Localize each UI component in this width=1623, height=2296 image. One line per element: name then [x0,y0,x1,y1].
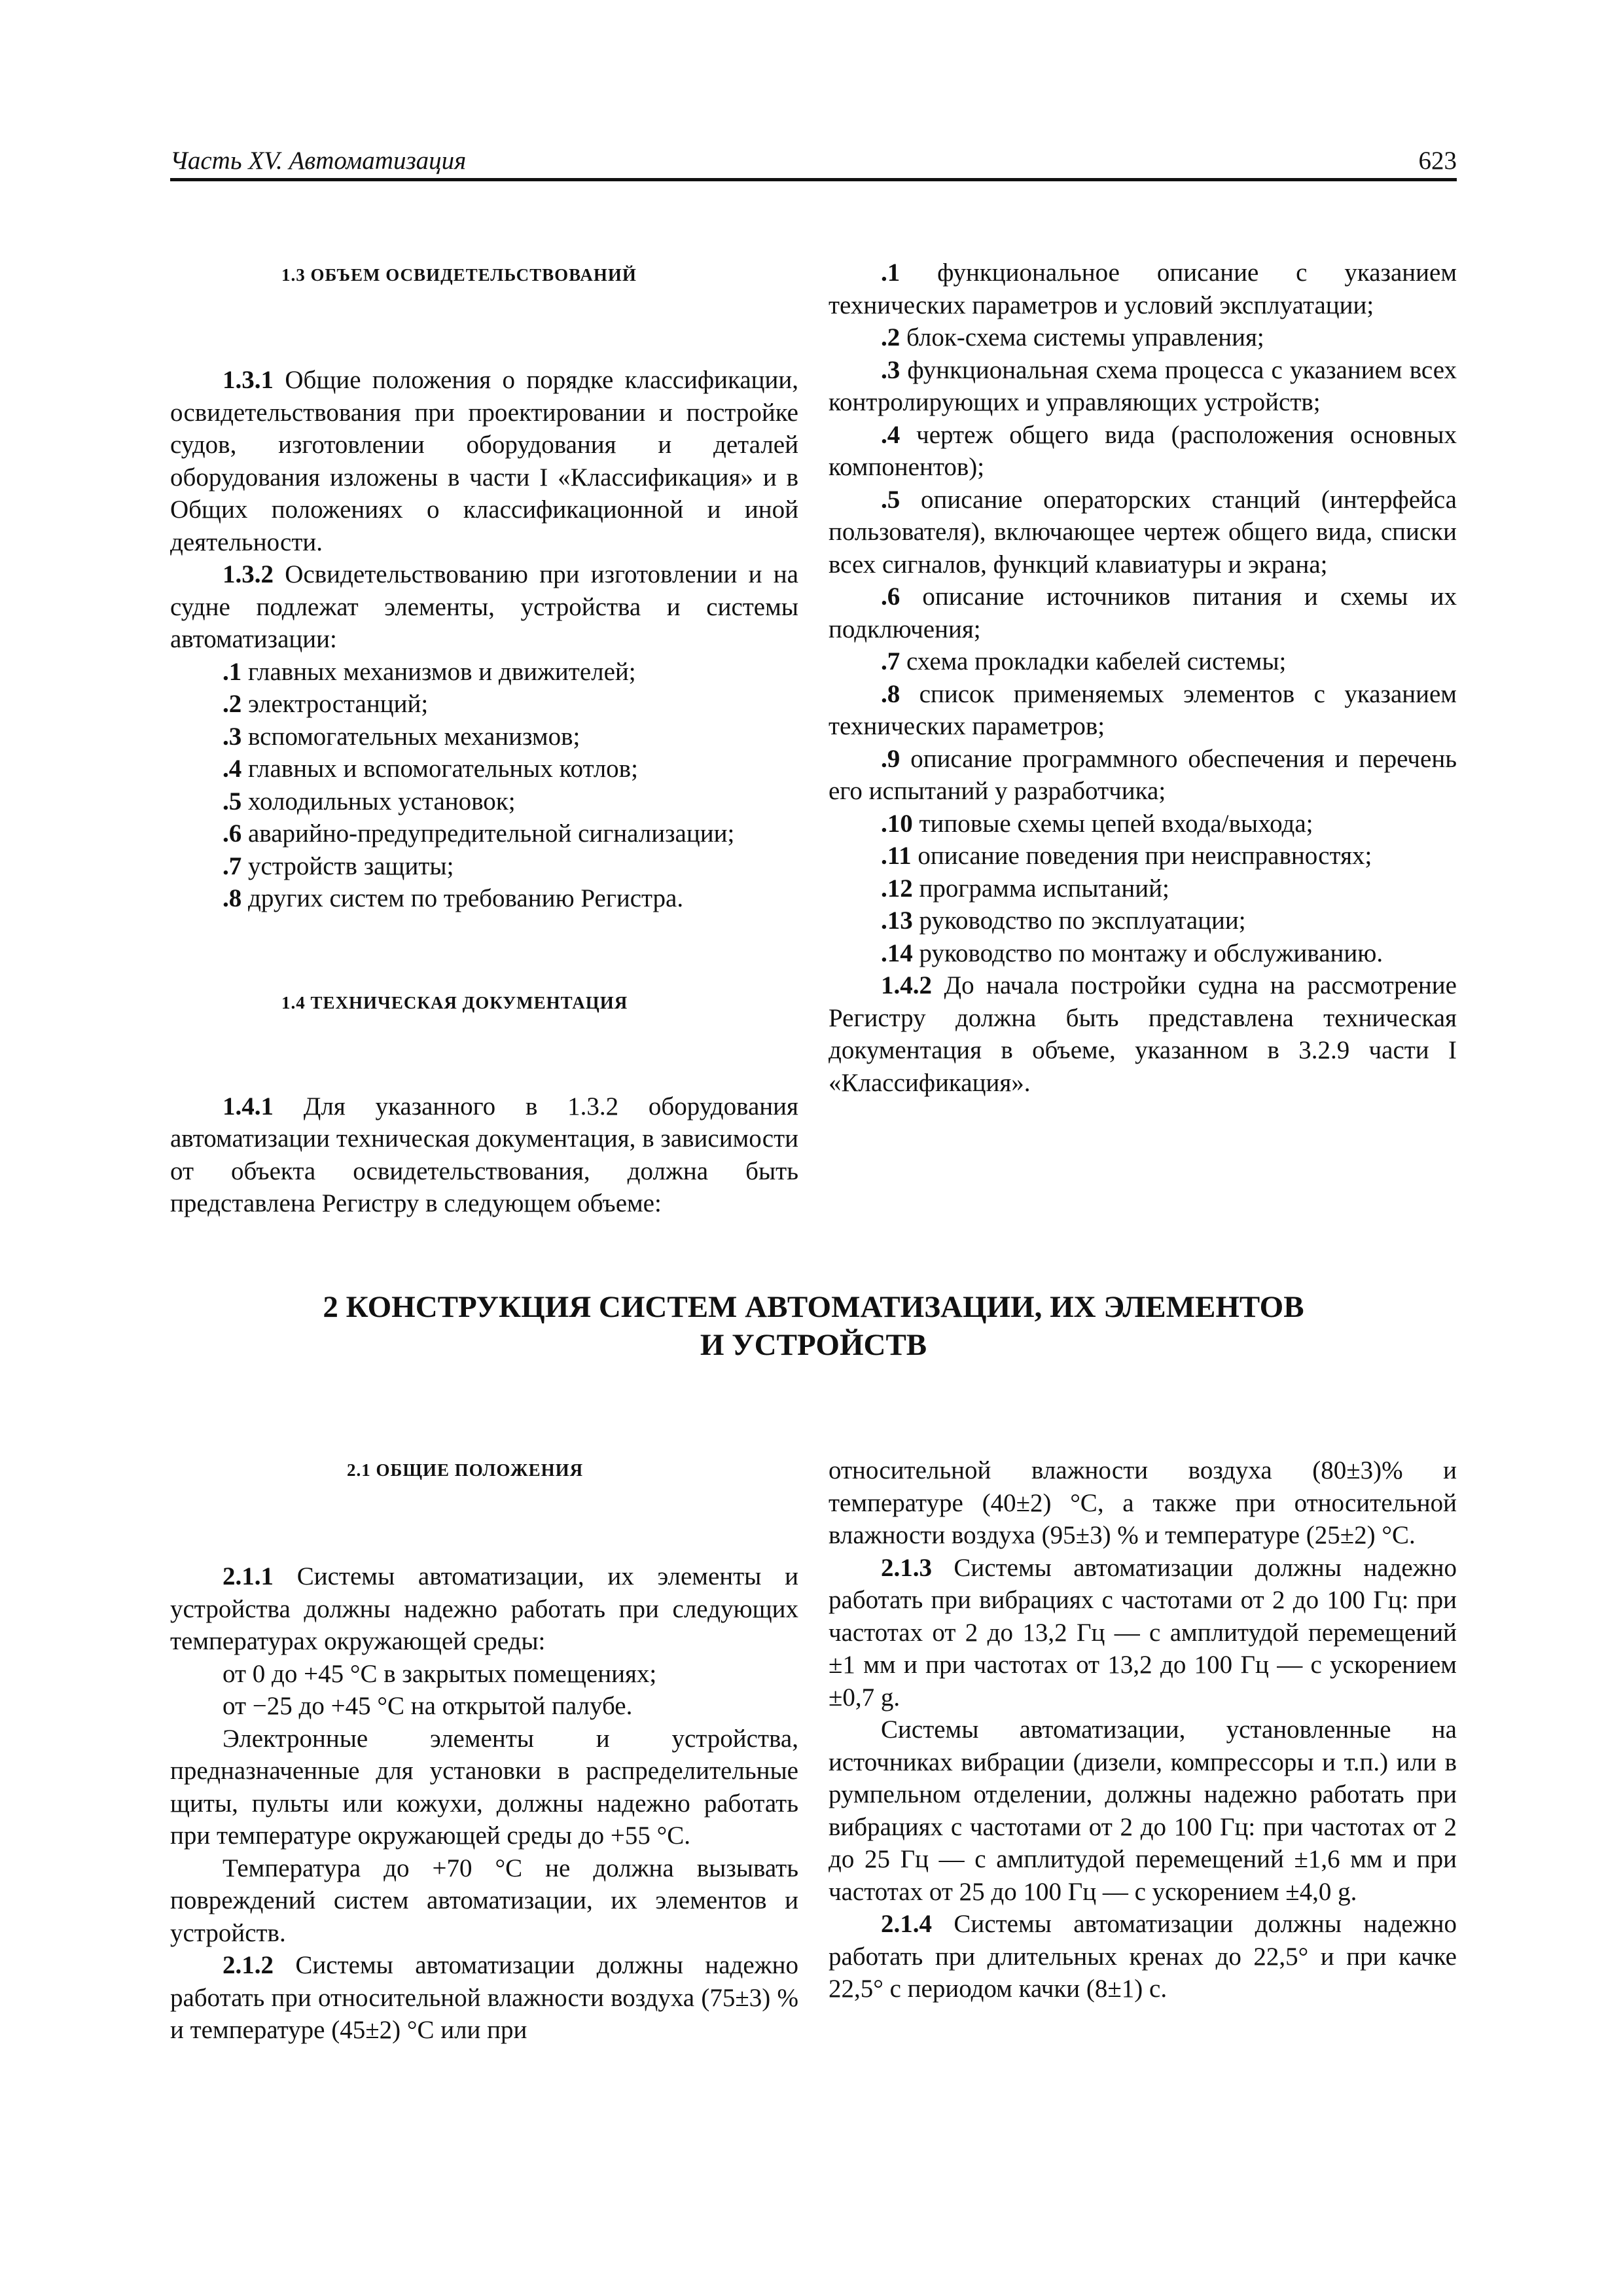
page-number: 623 [1418,147,1457,175]
item-text: типовые схемы цепей входа/выхода; [912,809,1313,838]
clause-number: 2.1.2 [223,1951,274,1979]
list-item [829,872,1457,905]
item-text: описание поведения при неисправностях; [911,842,1372,870]
paragraph-2-1-3 [829,1552,1457,1714]
item-text: руководство по эксплуатации; [912,906,1246,935]
list-item [829,321,1457,354]
paragraph-1-4-2 [829,969,1457,1099]
paragraph-2-1-1 [170,1560,798,1658]
item-text: схема прокладки кабелей системы; [900,647,1287,675]
item-number: .3 [223,722,242,751]
item-number: .10 [881,809,913,838]
item-number: .6 [881,583,901,611]
clause-text: Общие положения о порядке классификации, освидетельствования при проектировании и постройке судов, изготовлении оборудования и деталей оборудования изложены в части I «Классификация» и в Общих положениях о классификационной и иной деятельности. [170,366,798,556]
clause-number: 2.1.3 [881,1553,932,1582]
clause-text: Системы автоматизации должны надежно работать при длительных кренах до 22,5° и при качке 22,5° с периодом качки (8±1) с. [829,1910,1457,2003]
item-number: .4 [223,755,242,783]
clause-text: Системы автоматизации должны надежно работать при относительной влажности воздуха (75±3) % и температуре (45±2) °С или при [170,1951,798,2044]
item-text: список применяемых элементов с указанием технических параметров; [829,679,1457,740]
list-item [829,645,1457,678]
item-text: блок-схема системы управления; [900,323,1264,351]
paragraph-2-1-4 [829,1908,1457,2005]
item-number: .2 [881,323,901,351]
clause-number: 2.1.1 [223,1562,274,1590]
list-item [170,882,798,915]
clause-text: До начала постройки судна на рассмотрение Регистру должна быть представлена техническая документация в объеме, указанном в 3.2.9 части I «Классификация». [829,971,1457,1097]
list-item [829,937,1457,970]
page-header [170,139,1457,181]
paragraph-temp-70: Температура до +70 °С не должна вызывать повреждений систем автоматизации, их элементов и устройств. [170,1854,798,1947]
paragraph-electronics: Электронные элементы и устройства, предназначенные для установки в распределительные щиты, пульты или кожухи, должны надежно работать при температуре окружающей среды до +55 °С. [170,1724,798,1850]
item-number: .7 [881,647,901,675]
clause-text: Для указанного в 1.3.2 оборудования автоматизации техническая документация, в зависимости от объекта освидетельствования, должна быть представлена Регистру в следующем объеме: [170,1092,798,1217]
upper-left-column [170,262,798,1220]
paragraph-1-3-2 [170,558,798,656]
list-item [170,850,798,883]
item-number: .13 [881,906,913,935]
item-number: .1 [223,657,242,686]
item-text: холодильных установок; [241,787,516,816]
paragraph-2-1-2-continued: относительной влажности воздуха (80±3)% и температуре (40±2) °С, а также при относительной влажности воздуха (95±3) % и температуре (25±2) °С. [829,1456,1457,1549]
item-text: аварийно-предупредительной сигнализации; [241,819,735,848]
item-number: .8 [223,884,242,912]
clause-number: 1.3.2 [223,560,274,588]
list-item [829,484,1457,581]
list-item [170,721,798,753]
item-number: .8 [881,679,901,708]
item-number: .2 [223,690,242,718]
item-number: .6 [223,819,242,848]
item-number: .14 [881,939,913,967]
item-number: .11 [881,842,912,870]
clause-number: 1.4.1 [223,1092,274,1121]
item-text: устройств защиты; [241,852,454,880]
item-text: описание программного обеспечения и перечень его испытаний у разработчика; [829,744,1457,805]
lower-right-column [829,1454,1457,2005]
item-text: вспомогательных механизмов; [241,722,580,751]
clause-text: Освидетельствованию при изготовлении и на судне подлежат элементы, устройства и системы автоматизации: [170,560,798,653]
item-text: главных и вспомогательных котлов; [241,755,638,783]
paragraph-vibration: Системы автоматизации, установленные на источниках вибрации (дизели, компрессоры и т.п.) или в румпельном отделении, должны надежно работать при вибрациях с частотами от 2 до 100 Гц: при частотах от 2 до 25 Гц — с амплитудой перемещений ±1,6 мм и при частотах от 25 до 100 Гц — с ускорением ±4,0 g. [829,1715,1457,1906]
upper-right-column [829,257,1457,1099]
item-number: .3 [881,355,901,384]
list-item [829,905,1457,937]
clause-number: 1.3.1 [223,366,274,394]
item-text: функциональная схема процесса с указанием всех контролирующих и управляющих устройств; [829,355,1457,416]
item-text: функциональное описание с указанием технических параметров и условий эксплуатации; [829,259,1457,319]
temperature-open: от −25 до +45 °С на открытой палубе. [223,1692,633,1720]
item-text: главных механизмов и движителей; [241,657,636,686]
item-number: .5 [223,787,242,816]
item-text: программа испытаний; [912,874,1169,903]
list-item [170,753,798,785]
list-item [829,257,1457,321]
temperature-closed: от 0 до +45 °С в закрытых помещениях; [223,1659,657,1688]
item-text: описание операторских станций (интерфейса пользователя), включающее чертеж общего вида, списки всех сигналов, функций клавиатуры и экрана; [829,485,1457,579]
lower-left-column [170,1457,798,2047]
header-title: Часть XV. Автоматизация [170,147,467,175]
clause-number: 2.1.4 [881,1910,932,1938]
item-text: описание источников питания и схемы их подключения; [829,583,1457,643]
item-text: чертеж общего вида (расположения основных компонентов); [829,420,1457,481]
clause-text: Системы автоматизации должны надежно работать при вибрациях с частотами от 2 до 100 Гц: при частотах от 2 до 13,2 Гц — с амплитудой перемещений ±1 мм и при частотах от 13,2 до 100 Гц — с ускорением ±0,7 g. [829,1553,1457,1712]
item-number: .7 [223,852,242,880]
paragraph-1-4-1 [170,1090,798,1220]
list-item [170,817,798,850]
list-item [829,678,1457,743]
list-item [170,656,798,689]
item-text: руководство по монтажу и обслуживанию. [912,939,1383,967]
item-text: электростанций; [241,690,429,718]
list-item [829,354,1457,419]
item-text: других систем по требованию Регистра. [241,884,684,912]
list-item [829,808,1457,840]
clause-text: Системы автоматизации, их элементы и устройства должны надежно работать при следующих температурах окружающей среды: [170,1562,798,1655]
item-number: .4 [881,420,901,449]
item-number: .5 [881,485,901,514]
paragraph-1-3-1 [170,364,798,558]
list-item [829,840,1457,872]
item-number: .9 [881,744,901,773]
section-heading-1-3: 1.3 ОБЪЕМ ОСВИДЕТЕЛЬСТВОВАНИЙ [281,265,637,285]
paragraph-2-1-2 [170,1949,798,2047]
section-heading-1-4: 1.4 ТЕХНИЧЕСКАЯ ДОКУМЕНТАЦИЯ [281,992,628,1013]
list-item [829,581,1457,645]
chapter-title-line-1: 2 КОНСТРУКЦИЯ СИСТЕМ АВТОМАТИЗАЦИИ, ИХ ЭЛЕМЕНТОВ [323,1290,1304,1324]
item-number: .12 [881,874,913,903]
item-number: .1 [881,259,901,287]
chapter-title [170,1288,1457,1364]
list-item [170,785,798,818]
chapter-title-line-2: И УСТРОЙСТВ [700,1328,927,1362]
section-heading-2-1: 2.1 ОБЩИЕ ПОЛОЖЕНИЯ [347,1460,584,1480]
list-item [170,688,798,721]
clause-number: 1.4.2 [881,971,932,999]
list-item [829,743,1457,808]
list-item [829,419,1457,484]
